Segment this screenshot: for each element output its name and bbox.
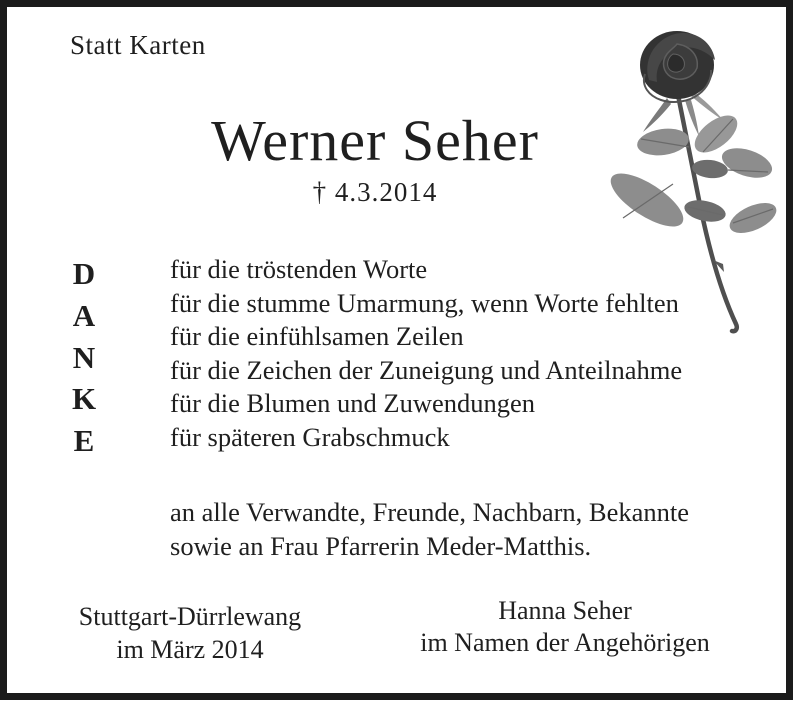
thanks-line: für die stumme Umarmung, wenn Worte fehlten	[170, 287, 679, 318]
danke-letter: E	[73, 423, 95, 458]
thanks-line: für die Zeichen der Zuneigung und Anteilnahme	[170, 354, 683, 385]
thanks-line: für die tröstenden Worte	[170, 254, 428, 284]
dedication-line: sowie an Frau Pfarrerin Meder-Matthis.	[170, 530, 592, 561]
thanks-line: für späteren Grabschmuck	[170, 421, 450, 452]
danke-vertical-word	[62, 258, 106, 456]
rose-leaf-right	[718, 143, 775, 184]
signature-block	[395, 595, 735, 659]
danke-letter: A	[72, 297, 96, 333]
rose-leaf-lower-left	[603, 164, 691, 237]
rose-sepal-left	[643, 98, 671, 132]
thanks-line: für die einfühlsamen Zeilen	[170, 321, 464, 352]
place-and-date-block	[55, 600, 325, 666]
danke-letter: K	[71, 381, 97, 417]
pre-title: Statt Karten	[70, 30, 206, 60]
rose-leaf-lower-right	[725, 197, 780, 239]
death-date: † 4.3.2014	[312, 177, 438, 207]
signature-role: im Namen der Angehörigen	[420, 628, 710, 657]
signature-name: Hanna Seher	[498, 596, 632, 625]
dedication-line: an alle Verwandte, Freunde, Nachbarn, Bekannte	[170, 497, 690, 527]
place-line: Stuttgart-Dürrlewang	[78, 602, 302, 631]
date-line: im März 2014	[116, 635, 264, 664]
thanks-list	[170, 253, 682, 455]
dedication-paragraph	[170, 496, 689, 563]
deceased-name: Werner Seher	[211, 108, 539, 173]
thanks-line: für die Blumen und Zuwendungen	[170, 388, 536, 419]
rose-leaf-upper-left	[635, 126, 690, 159]
danke-letter: N	[72, 339, 96, 375]
title-block	[160, 108, 590, 207]
danke-letter: D	[72, 256, 96, 291]
